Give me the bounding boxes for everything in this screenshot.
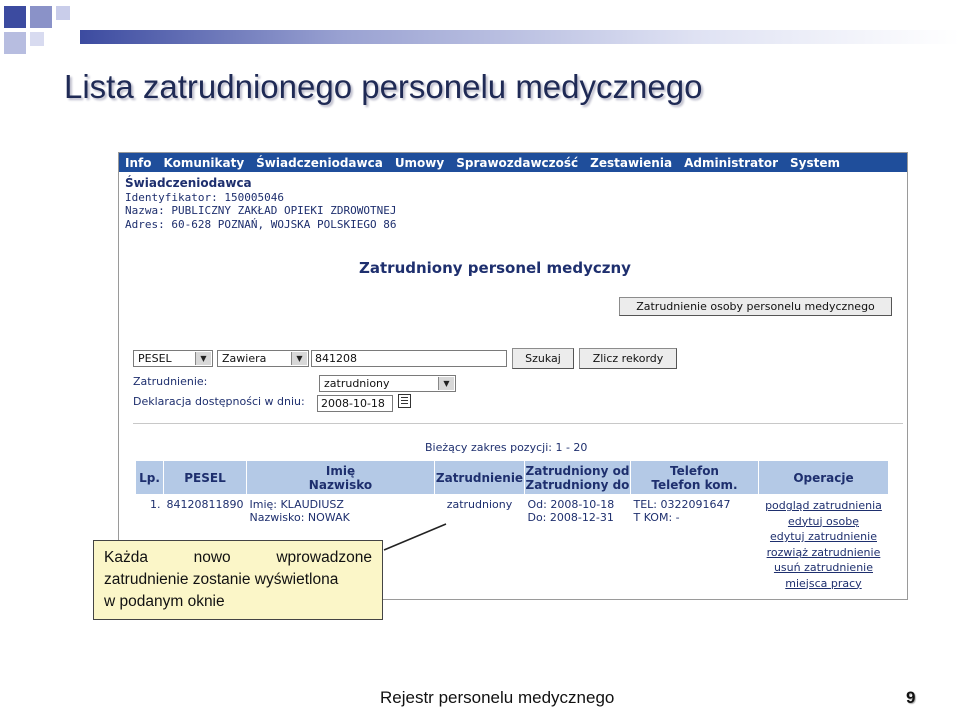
op-workplaces-link[interactable]: miejsca pracy [785,576,862,590]
search-input[interactable]: 841208 [311,350,507,367]
op-edit-employment-link[interactable]: edytuj zatrudnienie [769,530,877,543]
employment-select[interactable] [319,375,456,392]
menu-item-komunikaty[interactable]: Komunikaty [163,155,245,170]
range-text: Bieżący zakres pozycji: 1 - 20 [425,441,588,454]
callout-word-3: wprowadzone [276,549,372,566]
hire-person-button[interactable]: Zatrudnienie osoby personelu medycznego [619,297,892,316]
availability-date-input[interactable]: 2008-10-18 [317,395,393,412]
chevron-down-icon: ▼ [195,352,211,365]
calendar-icon[interactable] [398,394,411,408]
search-operator-select[interactable] [217,350,309,367]
cell-lp: 1. [150,498,161,511]
callout-word-2: nowo [193,549,231,566]
cell-zatrudnienie: zatrudniony [446,498,513,511]
search-operator-value: Zawiera [222,352,267,365]
callout-line-2: zatrudnienie zostanie wyświetlona [104,571,339,588]
corner-square-4 [56,6,70,20]
col-header-zatrudniony-od-do: Zatrudniony od Zatrudniony do [524,461,630,495]
chevron-down-icon: ▼ [438,377,454,390]
employment-value: zatrudniony [324,377,390,390]
provider-name: Nazwa: PUBLICZNY ZAKŁAD OPIEKI ZDROWOTNEJ [125,204,397,217]
menu-item-swiadczeniodawca[interactable]: Świadczeniodawca [256,155,383,170]
search-field-select[interactable] [133,350,213,367]
menu-bar [119,153,907,172]
col-header-pesel: PESEL [164,461,247,495]
slide-title: Lista zatrudnionego personelu medycznego [64,68,703,105]
cell-phones: TEL: 0322091647 T KOM: - [633,498,731,524]
col-header-lp: Lp. [136,461,164,495]
provider-id: Identyfikator: 150005046 [125,190,284,204]
menu-item-zestawienia[interactable]: Zestawienia [590,155,673,170]
col-header-zatrudnienie: Zatrudnienie [434,461,524,495]
menu-item-administrator[interactable]: Administrator [684,155,779,170]
cell-operations [758,495,888,595]
op-view-employment-link[interactable]: podgląd zatrudnienia [765,499,882,512]
header-gradient-bar [80,30,960,44]
employment-label: Zatrudnienie: [133,375,208,388]
col-header-imie-nazwisko: Imię Nazwisko [246,461,434,495]
callout-word-1: Każda [104,549,148,566]
chevron-down-icon: ▼ [291,352,307,365]
col-header-operacje: Operacje [758,461,888,495]
page-title: Zatrudniony personel medyczny [359,259,631,277]
op-terminate-employment-link[interactable]: rozwiąż zatrudnienie [766,545,881,559]
cell-imie-nazwisko: Imię: KLAUDIUSZ Nazwisko: NOWAK [249,498,350,524]
page-number: 9 [906,688,916,707]
callout-note [93,540,383,620]
provider-info [125,177,397,231]
search-button[interactable]: Szukaj [512,348,574,369]
corner-square-5 [30,32,44,46]
divider [133,423,903,424]
count-records-button[interactable]: Zlicz rekordy [579,348,677,369]
app-window [118,152,908,600]
menu-item-info[interactable]: Info [125,155,152,170]
availability-date-label: Deklaracja dostępności w dniu: [133,395,305,408]
menu-item-sprawozdawczosc[interactable]: Sprawozdawczość [456,155,579,170]
corner-square-3 [4,32,26,54]
corner-square-2 [30,6,52,28]
cell-dates: Od: 2008-10-18 Do: 2008-12-31 [527,498,615,524]
op-delete-employment-link[interactable]: usuń zatrudnienie [773,561,873,574]
col-header-telefon: Telefon Telefon kom. [630,461,758,495]
callout-line-3: w podanym oknie [104,593,225,610]
cell-pesel: 84120811890 [166,498,244,511]
corner-square-1 [4,6,26,28]
menu-item-umowy[interactable]: Umowy [394,155,445,170]
op-edit-person-link[interactable]: edytuj osobę [787,514,859,528]
provider-address: Adres: 60-628 POZNAŃ, WOJSKA POLSKIEGO 86 [125,217,397,231]
callout-pointer [380,520,450,554]
search-field-value: PESEL [138,352,172,365]
provider-heading: Świadczeniodawca [125,176,252,190]
slide-footer: Rejestr personelu medycznego [380,688,615,707]
menu-item-system[interactable]: System [790,155,841,170]
